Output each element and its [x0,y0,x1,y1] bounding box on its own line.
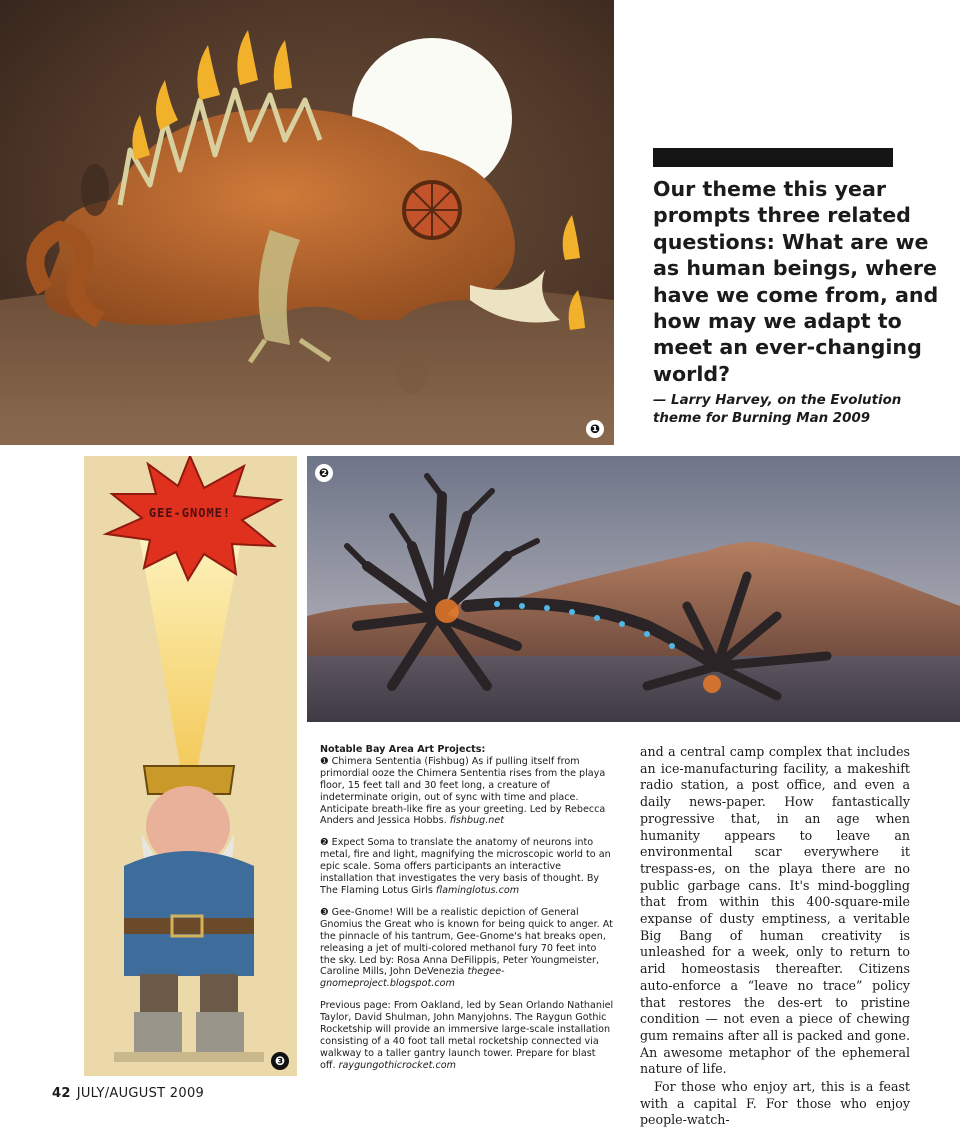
caption-credit: fishbug.net [449,815,505,827]
soma-photo [307,456,960,722]
body-paragraph: and a central camp complex that includes an ice-manufacturing facility, a makeshift radio station, a post office, and even a daily news-paper. How fantastically progressive that, in an age when humanity appears to leave an environmental scar everywhere it trespass-es, on the playa there are no public garbage cans. It's mind-boggling that from within this 400-square-mile expanse of dusty emptiness, a veritable Big Bang of human creativity is unleashed for a week, only to return to arid homeostasis thereafter. Citizens auto-enforce a “leave no trace” policy that restores the des-ert to pristine condition — not even a piece of chewing gum remains after all is packed and gone. An awesome metaphor of the ephemeral nature of life. [640,744,910,1077]
pull-quote: Our theme this year prompts three related questions: What are we as human beings, where have we come from, and how may we adapt to meet an ever-changing world? [653,177,939,386]
figure-2-number: ❷ [315,464,333,482]
pull-quote-bar [653,148,893,167]
folio [52,1086,204,1101]
caption-item: Previous page: From Oakland, led by Sean Orlando Nathaniel Taylor, David Shulman, John Manyjohns. The Raygun Gothic Rocketship will provide an immersive large-scale installation consisting of a 40 foot tall metal rocketship connected via walkway to a taller gantry launch tower. Prepare for blast off. raygungothicrocket.com [320,1000,614,1071]
body-paragraph: For those who enjoy art, this is a feast with a capital F. For those who enjoy people-watch- [640,1079,910,1128]
body-text-column [640,744,910,1129]
caption-credit: thegee-gnomeproject.blogspot.com [320,966,505,990]
caption-credit: raygungothicrocket.com [338,1059,456,1071]
caption-item: ❶ Chimera Sententia (Fishbug) As if pulling itself from primordial ooze the Chimera Sententia rises from the playa floor, 15 feet tall and 30 feet long, a creature of indeterminate origin, out of sync with time and place. Anticipate breath-like fire as your greeting. Led by Rebecca Anders and Jessica Hobbs. fishbug.net [320,755,606,827]
caption-heading: Notable Bay Area Art Projects: [320,744,486,755]
page-number: 42 [52,1086,71,1101]
chimera-illustration [0,0,614,445]
figure-1-number: ❶ [586,420,604,438]
gee-gnome-illustration [84,456,297,1076]
issue-date: JULY/AUGUST 2009 [76,1086,205,1101]
caption-credit: flaminglotus.com [435,884,520,896]
caption-item: ❷ Expect Soma to translate the anatomy of neurons into metal, fire and light, magnifying the microscopic world to an epic scale. Soma offers participants an interactive installation that investigates the very basis of thought. By The Flaming Lotus Girls flaminglotus.com [320,837,611,896]
figure-3-number: ❸ [271,1052,289,1070]
pull-quote-attribution: — Larry Harvey, on the Evolution theme for Burning Man 2009 [653,393,902,426]
caption-column [320,744,614,1082]
gnome-sign-text: GEE-GNOME! [148,506,232,520]
caption-item: ❸ Gee-Gnome! Will be a realistic depiction of General Gnomius the Great who is known for being quick to anger. At the pinnacle of his tantrum, Gee-Gnome's hat breaks open, releasing a jet of multi-colored methanol fury 70 feet into the sky. Led by: Rosa Anna DeFilippis, Peter Youngmeister, Caroline Mills, John DeVenezia thegee-gnomeproject.blogspot.com [320,906,613,990]
